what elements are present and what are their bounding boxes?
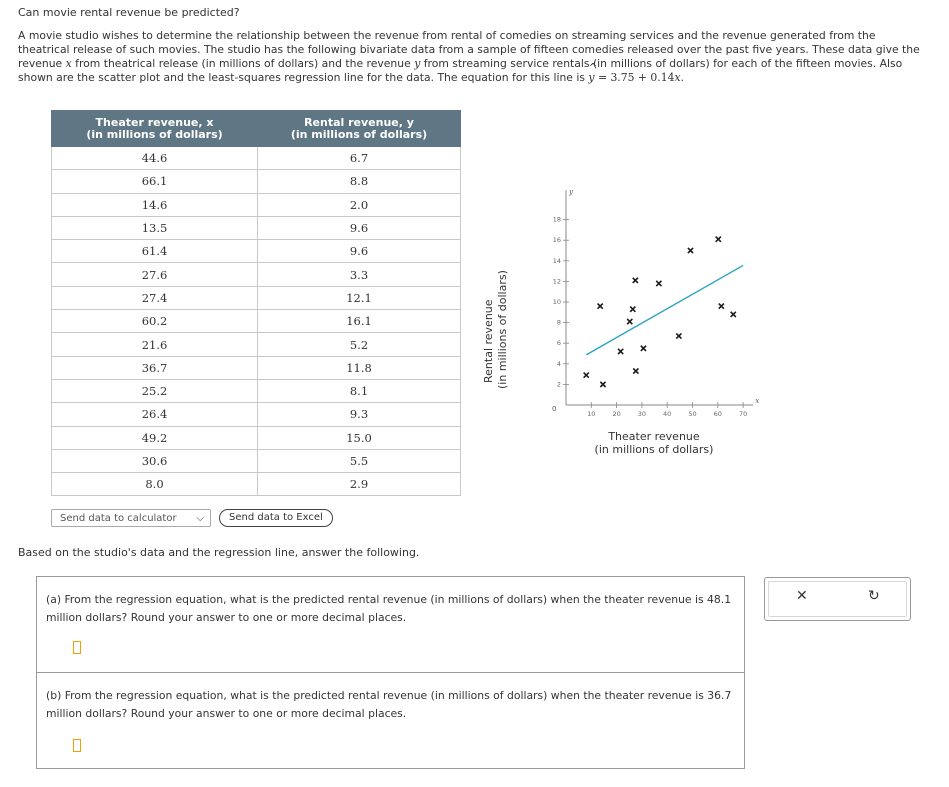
y-axis-label: Rental revenue (in millions of dollars) (482, 270, 509, 389)
x-tick-label: 10 (587, 410, 596, 418)
cell-theater-revenue: 66.1 (52, 170, 258, 193)
scatter-plot (488, 178, 778, 428)
data-table (51, 110, 461, 496)
intro-end: . (680, 71, 684, 84)
intro-text-2: from theatrical release (in millions of dollars) and the revenue (71, 57, 415, 70)
y-tick-label: 6 (556, 339, 561, 348)
cell-rental-revenue: 9.3 (258, 403, 461, 426)
table-row (52, 426, 461, 449)
table-row (52, 263, 461, 286)
table-row (52, 147, 461, 170)
chevron-down-icon: ⌵ (196, 513, 204, 524)
y-tick-label: 2 (556, 380, 561, 389)
y-hat: ^ y (588, 71, 594, 85)
question-b-box (36, 672, 745, 769)
y-tick-label: 8 (556, 318, 561, 327)
cell-theater-revenue: 21.6 (52, 333, 258, 356)
table-row (52, 356, 461, 379)
origin-label: 0 (552, 405, 557, 413)
x-tick-label: 40 (663, 410, 672, 418)
instructions-text: Based on the studio's data and the regression line, answer the following. (18, 546, 420, 559)
send-to-calculator-dropdown[interactable] (51, 509, 211, 527)
undo-icon[interactable]: ↻ (868, 588, 880, 604)
cell-rental-revenue: 5.2 (258, 333, 461, 356)
cell-rental-revenue: 6.7 (258, 147, 461, 170)
data-point (656, 281, 661, 286)
cell-theater-revenue: 25.2 (52, 379, 258, 402)
y-variable: y (414, 57, 421, 70)
data-point (618, 349, 623, 354)
cell-rental-revenue: 2.9 (258, 473, 461, 496)
x-axis-label: Theater revenue (in millions of dollars) (594, 430, 714, 456)
equation-rest: = 3.75 + 0.14 (594, 71, 675, 84)
question-a-box (36, 576, 745, 673)
data-point (627, 319, 632, 324)
cell-theater-revenue: 27.4 (52, 286, 258, 309)
data-point (641, 346, 646, 351)
table-row (52, 449, 461, 472)
x-tick-label: 20 (612, 410, 621, 418)
cell-rental-revenue: 8.8 (258, 170, 461, 193)
equation-x: x (674, 71, 681, 84)
cell-rental-revenue: 11.8 (258, 356, 461, 379)
x-tick-label: 70 (738, 410, 748, 418)
data-point (633, 278, 638, 283)
cell-theater-revenue: 14.6 (52, 193, 258, 216)
cell-rental-revenue: 5.5 (258, 449, 461, 472)
table-row (52, 240, 461, 263)
table-row (52, 216, 461, 239)
data-point (676, 333, 681, 338)
problem-intro (18, 29, 923, 85)
x-tick-label: 60 (713, 410, 722, 418)
cell-theater-revenue: 30.6 (52, 449, 258, 472)
table-row (52, 473, 461, 496)
cell-theater-revenue: 49.2 (52, 426, 258, 449)
x-tick-label: 30 (637, 410, 647, 418)
question-a-text: (a) From the regression equation, what is the predicted rental revenue (in millions of dollars) when the theater revenue is 48.1 million dollars? Round your answer to one or more decimal places. (46, 593, 732, 624)
cell-theater-revenue: 44.6 (52, 147, 258, 170)
y-tick-label: 4 (556, 359, 561, 368)
regression-equation (588, 71, 680, 84)
regression-line (586, 265, 743, 354)
calculator-button-label: Send data to calculator (60, 513, 177, 524)
close-icon[interactable]: ✕ (796, 588, 808, 604)
intro-text-1: A movie studio wishes to determine the relationship between the revenue from rental of comedies on streaming services and the revenue generated from the theatrical release of such movies. The studio has the following bivariate data from a sample of fifteen comedies released over the past five years. These data give the revenue (18, 29, 920, 70)
y-tick-label: 16 (552, 236, 561, 245)
data-point (688, 248, 693, 253)
y-tick-label: 10 (552, 298, 561, 306)
answer-b-input[interactable] (73, 739, 81, 752)
table-row (52, 310, 461, 333)
x-variable: x (65, 57, 72, 70)
data-point (630, 307, 635, 312)
cell-theater-revenue: 61.4 (52, 240, 258, 263)
question-b-text: (b) From the regression equation, what is the predicted rental revenue (in millions of dollars) when the theater revenue is 36.7 million dollars? Round your answer to one or more decimal places. (46, 689, 732, 720)
data-point (731, 312, 736, 317)
table-row (52, 170, 461, 193)
table-row (52, 333, 461, 356)
table-row (52, 403, 461, 426)
cell-theater-revenue: 8.0 (52, 473, 258, 496)
cell-rental-revenue: 16.1 (258, 310, 461, 333)
y-axis-symbol: y (569, 188, 573, 196)
y-tick-label: 18 (552, 215, 561, 224)
cell-rental-revenue: 12.1 (258, 286, 461, 309)
data-point (584, 373, 589, 378)
table-body (52, 147, 461, 496)
intro-text-3: from streaming service rentals (in millions of dollars) for each of the fifteen movies. Also shown are the scatter plot and the least-squares regression line for the data. The equation for this line is (18, 57, 903, 84)
x-axis-symbol: x (755, 397, 760, 405)
data-point (719, 304, 724, 309)
cell-rental-revenue: 2.0 (258, 193, 461, 216)
cell-theater-revenue: 36.7 (52, 356, 258, 379)
cell-rental-revenue: 9.6 (258, 216, 461, 239)
table-row (52, 379, 461, 402)
cell-theater-revenue: 13.5 (52, 216, 258, 239)
send-to-excel-button[interactable]: Send data to Excel (219, 509, 333, 527)
data-point (716, 237, 721, 242)
chart-marks (584, 237, 743, 387)
answer-tools (764, 577, 911, 621)
data-point (633, 368, 638, 373)
cell-rental-revenue: 9.6 (258, 240, 461, 263)
table-row (52, 286, 461, 309)
cell-theater-revenue: 27.6 (52, 263, 258, 286)
header-rental-revenue: Rental revenue, y (in millions of dollars) (258, 111, 461, 147)
cell-rental-revenue: 3.3 (258, 263, 461, 286)
chart-axes (552, 188, 759, 418)
y-tick-label: 14 (552, 256, 561, 265)
cell-rental-revenue: 8.1 (258, 379, 461, 402)
y-tick-label: 12 (552, 277, 561, 286)
header-theater-revenue: Theater revenue, x (in millions of dollars) (52, 111, 258, 147)
x-tick-label: 50 (688, 410, 697, 418)
cell-theater-revenue: 26.4 (52, 403, 258, 426)
data-point (598, 304, 603, 309)
cell-rental-revenue: 15.0 (258, 426, 461, 449)
table-row (52, 193, 461, 216)
data-point (600, 382, 605, 387)
page-title: Can movie rental revenue be predicted? (18, 6, 240, 19)
answer-a-input[interactable] (73, 641, 81, 654)
cell-theater-revenue: 60.2 (52, 310, 258, 333)
